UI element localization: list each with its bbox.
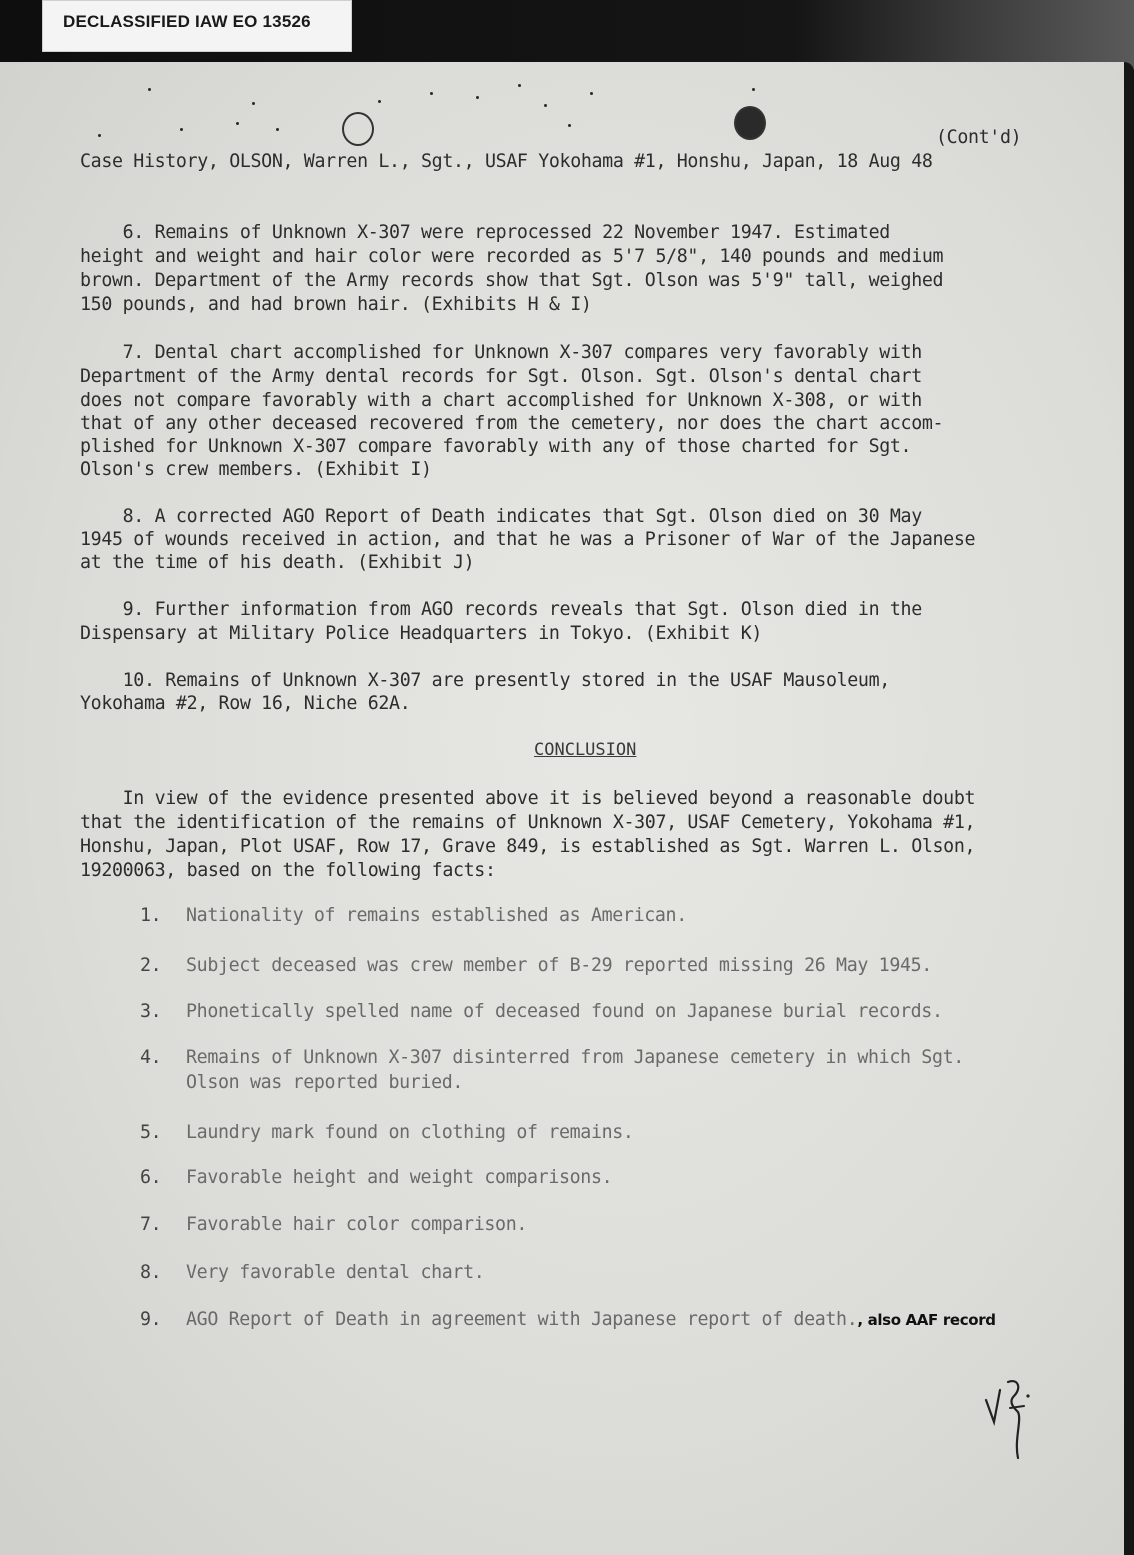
paragraph-line: that of any other deceased recovered from the cemetery, nor does the chart accom- <box>80 413 944 434</box>
speck <box>590 92 593 95</box>
paragraph-line: 7. Dental chart accomplished for Unknown X-307 compares very favorably with <box>80 342 922 363</box>
paragraph-line: Yokohama #2, Row 16, Niche 62A. <box>80 693 411 714</box>
fact-text: AGO Report of Death in agreement with Japanese report of death. <box>186 1309 858 1330</box>
continued-marker: (Cont'd) <box>936 127 1022 148</box>
speck <box>752 88 755 91</box>
fact-text: Phonetically spelled name of deceased found on Japanese burial records. <box>186 1001 943 1022</box>
fact-item <box>140 904 687 928</box>
fact-text: Remains of Unknown X-307 disinterred from Japanese cemetery in which Sgt. <box>186 1047 964 1068</box>
speck <box>476 96 479 99</box>
fact-item <box>140 1213 527 1237</box>
conclusion-heading: CONCLUSION <box>534 740 637 760</box>
punch-hole <box>734 106 766 140</box>
declassified-stamp: DECLASSIFIED IAW EO 13526 <box>42 0 352 52</box>
fact-text: Favorable hair color comparison. <box>186 1214 527 1235</box>
fact-text: Laundry mark found on clothing of remains. <box>186 1122 634 1143</box>
speck <box>276 128 279 131</box>
conclusion-line: Honshu, Japan, Plot USAF, Row 17, Grave 849, is established as Sgt. Warren L. Olson, <box>80 836 976 857</box>
fact-number: 1. <box>140 905 162 926</box>
fact-number: 2. <box>140 955 162 976</box>
document-title: Case History, OLSON, Warren L., Sgt., USAF Yokohama #1, Honshu, Japan, 18 Aug 48 <box>80 151 933 172</box>
fact-text: Favorable height and weight comparisons. <box>186 1167 613 1188</box>
speck <box>568 124 571 127</box>
fact-number: 9. <box>140 1309 162 1330</box>
paragraph-line: plished for Unknown X-307 compare favorably with any of those charted for Sgt. <box>80 436 912 457</box>
paragraph-line: brown. Department of the Army records show that Sgt. Olson was 5'9" tall, weighed <box>80 270 944 291</box>
paragraph-line: 8. A corrected AGO Report of Death indicates that Sgt. Olson died on 30 May <box>80 506 922 527</box>
conclusion-line: that the identification of the remains of Unknown X-307, USAF Cemetery, Yokohama #1, <box>80 812 976 833</box>
paragraph-line: 6. Remains of Unknown X-307 were reprocessed 22 November 1947. Estimated <box>80 222 890 243</box>
speck <box>378 100 381 103</box>
fact-text: Nationality of remains established as American. <box>186 905 687 926</box>
fact-text: Very favorable dental chart. <box>186 1262 485 1283</box>
fact-item <box>140 954 932 978</box>
fact-item <box>140 1000 943 1024</box>
paragraph-line: Dispensary at Military Police Headquarters in Tokyo. (Exhibit K) <box>80 623 762 644</box>
speck <box>430 92 433 95</box>
fact-item <box>140 1308 996 1332</box>
fact-item <box>140 1121 634 1145</box>
speck <box>236 122 239 125</box>
speck <box>180 128 183 131</box>
conclusion-line: In view of the evidence presented above it is believed beyond a reasonable doubt <box>80 788 976 809</box>
paragraph-line: Department of the Army dental records for Sgt. Olson. Sgt. Olson's dental chart <box>80 366 922 387</box>
fact-number: 8. <box>140 1262 162 1283</box>
speck <box>518 84 521 87</box>
fact-number: 4. <box>140 1047 162 1068</box>
fact-continuation: Olson was reported buried. <box>186 1072 464 1093</box>
paragraph-line: Olson's crew members. (Exhibit I) <box>80 459 432 480</box>
fact-number: 5. <box>140 1122 162 1143</box>
speck <box>148 88 151 91</box>
paragraph-line: does not compare favorably with a chart accomplished for Unknown X-308, or with <box>80 390 922 411</box>
paragraph-line: 10. Remains of Unknown X-307 are presently stored in the USAF Mausoleum, <box>80 670 890 691</box>
fact-item <box>140 1046 964 1070</box>
paragraph-line: at the time of his death. (Exhibit J) <box>80 552 475 573</box>
handwritten-addition: , also AAF record <box>857 1311 996 1329</box>
fact-item <box>140 1166 612 1190</box>
fact-number: 7. <box>140 1214 162 1235</box>
fact-number: 3. <box>140 1001 162 1022</box>
fact-number: 6. <box>140 1167 162 1188</box>
conclusion-line: 19200063, based on the following facts: <box>80 860 496 881</box>
paragraph-line: 1945 of wounds received in action, and that he was a Prisoner of War of the Japanese <box>80 529 976 550</box>
speck <box>98 134 101 137</box>
initials-signature <box>978 1360 1038 1470</box>
paragraph-line: height and weight and hair color were recorded as 5'7 5/8", 140 pounds and medium <box>80 246 944 267</box>
fact-text: Subject deceased was crew member of B-29 reported missing 26 May 1945. <box>186 955 932 976</box>
paragraph-line: 150 pounds, and had brown hair. (Exhibits H & I) <box>80 294 592 315</box>
paragraph-line: 9. Further information from AGO records reveals that Sgt. Olson died in the <box>80 599 922 620</box>
speck <box>252 102 255 105</box>
speck <box>544 104 547 107</box>
punch-hole <box>342 112 374 146</box>
fact-item <box>140 1261 484 1285</box>
